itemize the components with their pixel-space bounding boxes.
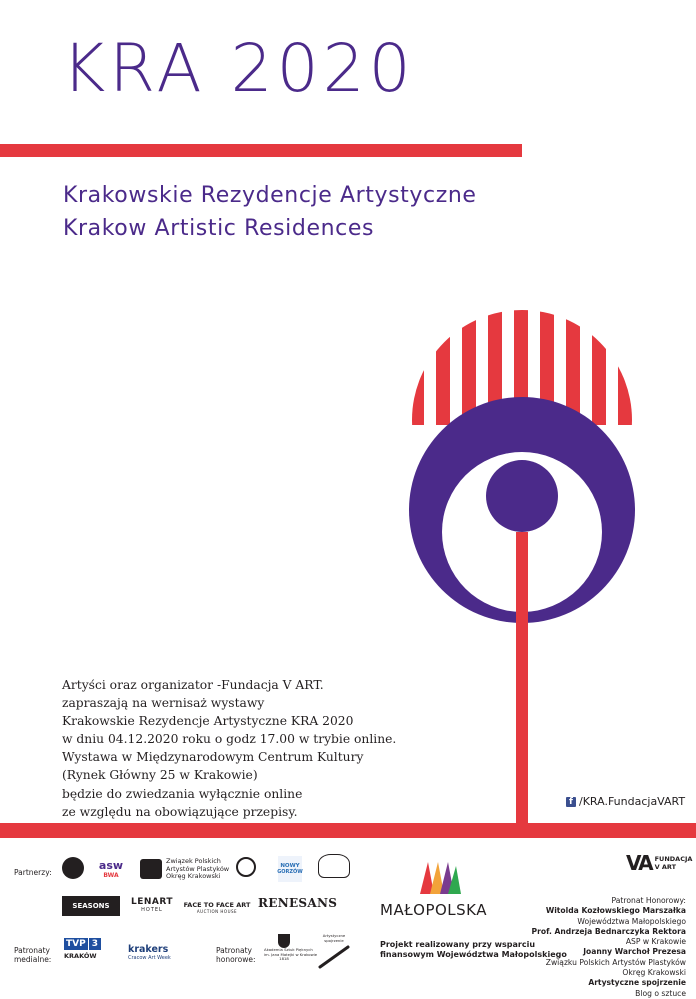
- poster-title: KRA 2020: [62, 30, 415, 107]
- partner-round-logo: [62, 857, 84, 879]
- face-to-face-logo: FACE TO FACE ART AUCTION HOUSE: [183, 900, 251, 914]
- artystyczne-spojrzenie-logo: Artystyczne spojrzenie: [316, 934, 352, 968]
- malopolska-logo-mark: [418, 858, 462, 896]
- invitation-text: [62, 676, 462, 821]
- invitation-line: będzie do zwiedzania wyłącznie online: [62, 786, 303, 801]
- asp-logo: Akademia Sztuk Pięknych im. Jana Matejki w Krakowie 1818: [264, 934, 304, 962]
- subtitle-english: Krakow Artistic Residences: [63, 216, 375, 241]
- facebook-handle: /KRA.FundacjaVART: [579, 795, 686, 808]
- seasons-logo: SEASONS: [62, 896, 120, 916]
- invitation-line: ze względu na obowiązujące przepisy.: [62, 804, 298, 819]
- honorary-label-1: Patronaty: [216, 946, 252, 955]
- honorary-patronage: Patronat Honorowy: Witolda Kozłowskiego Marszałka Województwa Małopolskiego Prof. Andrzeja Bednarczyka Rektora ASP w Krakowie Joanny Warchoł Prezesa Związku Polskich Artystów Plastyków Okręg Krakowski Artystyczne spojrzenie Blog o sztuce: [531, 896, 686, 998]
- nowy-gorzow-logo: NOWY GORZÓW: [278, 856, 302, 882]
- invitation-line: w dniu 04.12.2020 roku o godz 17.00 w trybie online.: [62, 732, 397, 747]
- sponsor-note: Projekt realizowany przy wsparciu finansowym Województwa Małopolskiego: [380, 940, 567, 959]
- bottom-red-bar: [0, 823, 696, 838]
- invitation-line: zapraszają na wernisaż wystawy: [62, 696, 265, 711]
- zpap-logo-text: Związek Polskich Artystów Plastyków Okręg Krakowski: [166, 857, 230, 880]
- krakers-logo: krakers Cracow Art Week: [128, 944, 171, 961]
- partner-emblem-logo: [236, 857, 256, 877]
- facebook-link[interactable]: [566, 795, 685, 808]
- media-label-2: medialne:: [14, 955, 52, 964]
- honorary-label-2: honorowe:: [216, 955, 256, 964]
- crest-logo: [318, 854, 350, 878]
- fundacja-vart-logo: VA FUNDACJA V ART: [626, 851, 693, 875]
- facebook-icon: f: [566, 797, 576, 807]
- zpap-logo-icon: [140, 859, 162, 879]
- invitation-line: (Rynek Główny 25 w Krakowie): [62, 768, 258, 783]
- media-label-1: Patronaty: [14, 946, 50, 955]
- lenart-hotel-logo: LENART HOTEL: [130, 897, 174, 913]
- partners-label: Partnerzy:: [14, 868, 52, 877]
- bwa-logo: asw BWA: [98, 858, 124, 879]
- invitation-line: Artyści oraz organizator -Fundacja V ART.: [62, 678, 324, 692]
- malopolska-wordmark: MAŁOPOLSKA: [380, 901, 488, 919]
- subtitle-polish: Krakowskie Rezydencje Artystyczne: [63, 183, 477, 208]
- tvp3-logo: TVP 3 KRAKÓW: [64, 938, 110, 968]
- invitation-line: Krakowskie Rezydencje Artystyczne KRA 2020: [62, 714, 354, 729]
- invitation-line: Wystawa w Międzynarodowym Centrum Kultury: [62, 750, 364, 765]
- paintbrush-icon: [316, 943, 352, 969]
- vart-mark-icon: VA: [626, 851, 652, 875]
- renesans-logo: RENESANS: [258, 896, 338, 910]
